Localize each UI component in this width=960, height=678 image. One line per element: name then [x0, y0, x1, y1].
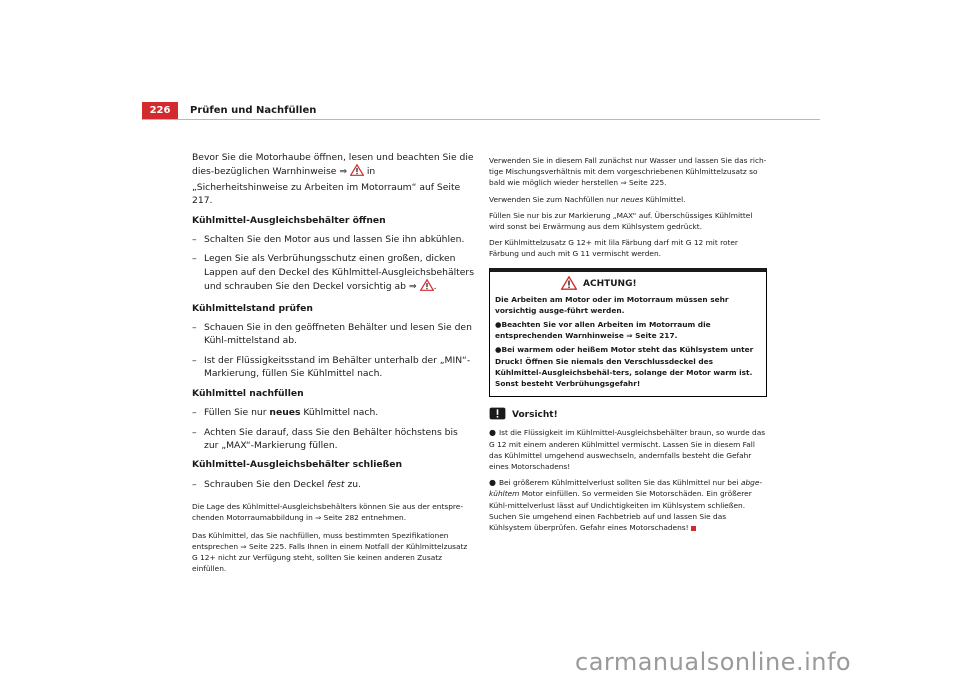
- section-end-marker: [691, 526, 696, 531]
- page-number: 226: [142, 102, 178, 120]
- warning-careful-work: Die Arbeiten am Motor oder im Motorraum müssen sehr vorsichtig ausge-führt werden.: [495, 294, 729, 315]
- heading-close-reservoir: Kühlmittel-Ausgleichsbehälter schließen: [192, 459, 402, 471]
- warning-bullet-notes-text: Beachten Sie vor allen Arbeiten im Motorraum die entsprechenden Warnhinweise ⇒ Seite 217.: [495, 320, 711, 341]
- step-tighten-cap-a: Schrauben Sie den Deckel: [204, 478, 325, 490]
- warning-bullet-pressure-text: Bei warmem oder heißem Motor steht das Kühlsystem unter Druck! Öffnen Sie niemals den Verschlussdeckel des Kühlmittel-Ausgleichsbehäl-ters, solange der Motor warm ist. Sonst besteht Verbrühungsgefahr!: [495, 345, 754, 389]
- caution-brown-fluid: [489, 427, 767, 472]
- caution-header: [489, 407, 767, 423]
- caution-brown-fluid-text: Ist die Flüssigkeit im Kühlmittel-Ausgleichsbehälter braun, so wurde das G 12 mit einem anderen Kühlmittel vermischt. Lassen Sie in diesem Fall das Kühlmittel umgehend auswechseln, andernfalls besteht die Gefahr eines Motorschadens!: [489, 428, 766, 472]
- warning-title: ACHTUNG!: [583, 279, 637, 290]
- heading-top-up: Kühlmittel nachfüllen: [192, 387, 304, 399]
- paragraph-new-coolant: [489, 194, 767, 205]
- note-specification: Das Kühlmittel, das Sie nachfüllen, muss bestimmten Spezifikationen entsprechen ⇒ Seite 225. Falls Ihnen in einem Notfall der Kühlmittelzusatz G 12+ nicht zur Verfügung steht, sollten Sie keinen anderen Zusatz einfüllen.: [192, 530, 468, 574]
- left-column: [192, 151, 474, 580]
- step-cloth-cap-text: Legen Sie als Verbrühungsschutz einen großen, dicken Lappen auf den Deckel des Kühlmittel-Ausgleichsbehälters und schrauben Sie den Deckel vorsichtig ab ⇒: [204, 253, 474, 293]
- page-header: [142, 102, 820, 120]
- heading-open-reservoir: Kühlmittel-Ausgleichsbehälter öffnen: [192, 214, 386, 226]
- bullet-icon: ●: [489, 478, 496, 488]
- step-new-coolant-emph: neues: [269, 407, 301, 419]
- paragraph-new-coolant-a: Verwenden Sie zum Nachfüllen nur: [489, 194, 619, 204]
- caution-coolant-loss-c: Motor einfüllen. So vermeiden Sie Motorschäden. Ein größerer Kühl-mittelverlust lässt auf Undichtigkeiten im Kühlsystem schließen. Suchen Sie umgehend einen Fachbetrieb auf und lassen Sie das Kühlsystem überprüfen. Gefahr eines Motorschadens!: [489, 489, 752, 533]
- step-cloth-cap-end: .: [433, 281, 437, 293]
- step-below-min: – Ist der Flüssigkeitsstand im Behälter unterhalb der „MIN“-Markierung, füllen Sie Kühlmittel nach.: [192, 354, 474, 381]
- intro-text-a: Bevor Sie die Motorhaube öffnen, lesen und beachten Sie die dies-bezüglichen Warnhinweise ⇒: [192, 152, 474, 178]
- paragraph-new-coolant-c: Kühlmittel.: [645, 194, 686, 204]
- paragraph-mixing: Der Kühlmittelzusatz G 12+ mit lila Färbung darf mit G 12 mit roter Färbung und auch mit G 11 vermischt werden.: [489, 238, 738, 259]
- bullet-icon: ●: [489, 428, 496, 438]
- caution-exclamation-icon: [489, 407, 506, 423]
- intro-paragraph: [192, 151, 474, 208]
- warning-bullet-notes: [495, 319, 761, 341]
- step-cloth-cap: [192, 252, 474, 295]
- bullet-icon: ●: [495, 320, 502, 330]
- caution-coolant-loss: [489, 477, 767, 533]
- step-engine-off: – Schalten Sie den Motor aus und lassen Sie ihn abkühlen.: [192, 233, 474, 246]
- warning-bullet-pressure: [495, 344, 761, 389]
- step-new-coolant-c: Kühlmittel nach.: [303, 407, 379, 419]
- step-new-coolant-a: Füllen Sie nur: [204, 407, 267, 419]
- step-tighten-cap-c: zu.: [347, 478, 362, 490]
- warning-triangle-icon: [420, 279, 434, 295]
- paragraph-water-emergency: Verwenden Sie in diesem Fall zunächst nur Wasser und lassen Sie das rich-tige Mischungsverhältnis mit dem vorgeschriebenen Kühlmittelzusatz so bald wie möglich wieder herstellen ⇒ Seite 225.: [489, 156, 767, 188]
- step-read-level: – Schauen Sie in den geöffneten Behälter und lesen Sie den Kühl-mittelstand ab.: [192, 321, 474, 348]
- caution-coolant-loss-emph: abge-kühltem: [489, 478, 763, 499]
- caution-coolant-loss-a: Bei größerem Kühlmittelverlust sollten Sie das Kühlmittel nur bei: [498, 478, 739, 488]
- caution-title: Vorsicht!: [512, 409, 558, 420]
- step-new-coolant: [192, 406, 474, 419]
- step-tighten-cap: [192, 478, 474, 491]
- intro-text-b: in „Sicherheitshinweise zu Arbeiten im Motorraum“ auf Seite 217.: [192, 166, 461, 207]
- step-max-mark: – Achten Sie darauf, dass Sie den Behälter höchstens bis zur „MAX“-Markierung füllen.: [192, 426, 474, 453]
- warning-triangle-icon: [561, 276, 577, 293]
- warning-box: [489, 268, 767, 398]
- warning-triangle-icon: [350, 164, 364, 180]
- paragraph-new-coolant-emph: neues: [620, 194, 644, 204]
- bullet-icon: ●: [495, 345, 502, 355]
- step-tighten-cap-emph: fest: [327, 478, 345, 490]
- right-column: [489, 155, 767, 538]
- header-rule: [142, 119, 820, 120]
- paragraph-max-fill: Füllen Sie nur bis zur Markierung „MAX“ auf. Überschüssiges Kühlmittel wird sonst bei Erwärmung aus dem Kühlsystem gedrückt.: [489, 210, 753, 232]
- heading-check-level: Kühlmittelstand prüfen: [192, 302, 313, 314]
- chapter-title: Prüfen und Nachfüllen: [190, 105, 317, 116]
- warning-header: [495, 276, 761, 294]
- note-reservoir-location: Die Lage des Kühlmittel-Ausgleichsbehälters können Sie aus der entspre-chenden Motorraumabbildung in ⇒ Seite 282 entnehmen.: [192, 502, 464, 523]
- watermark: carmanualsonline.info: [575, 648, 852, 676]
